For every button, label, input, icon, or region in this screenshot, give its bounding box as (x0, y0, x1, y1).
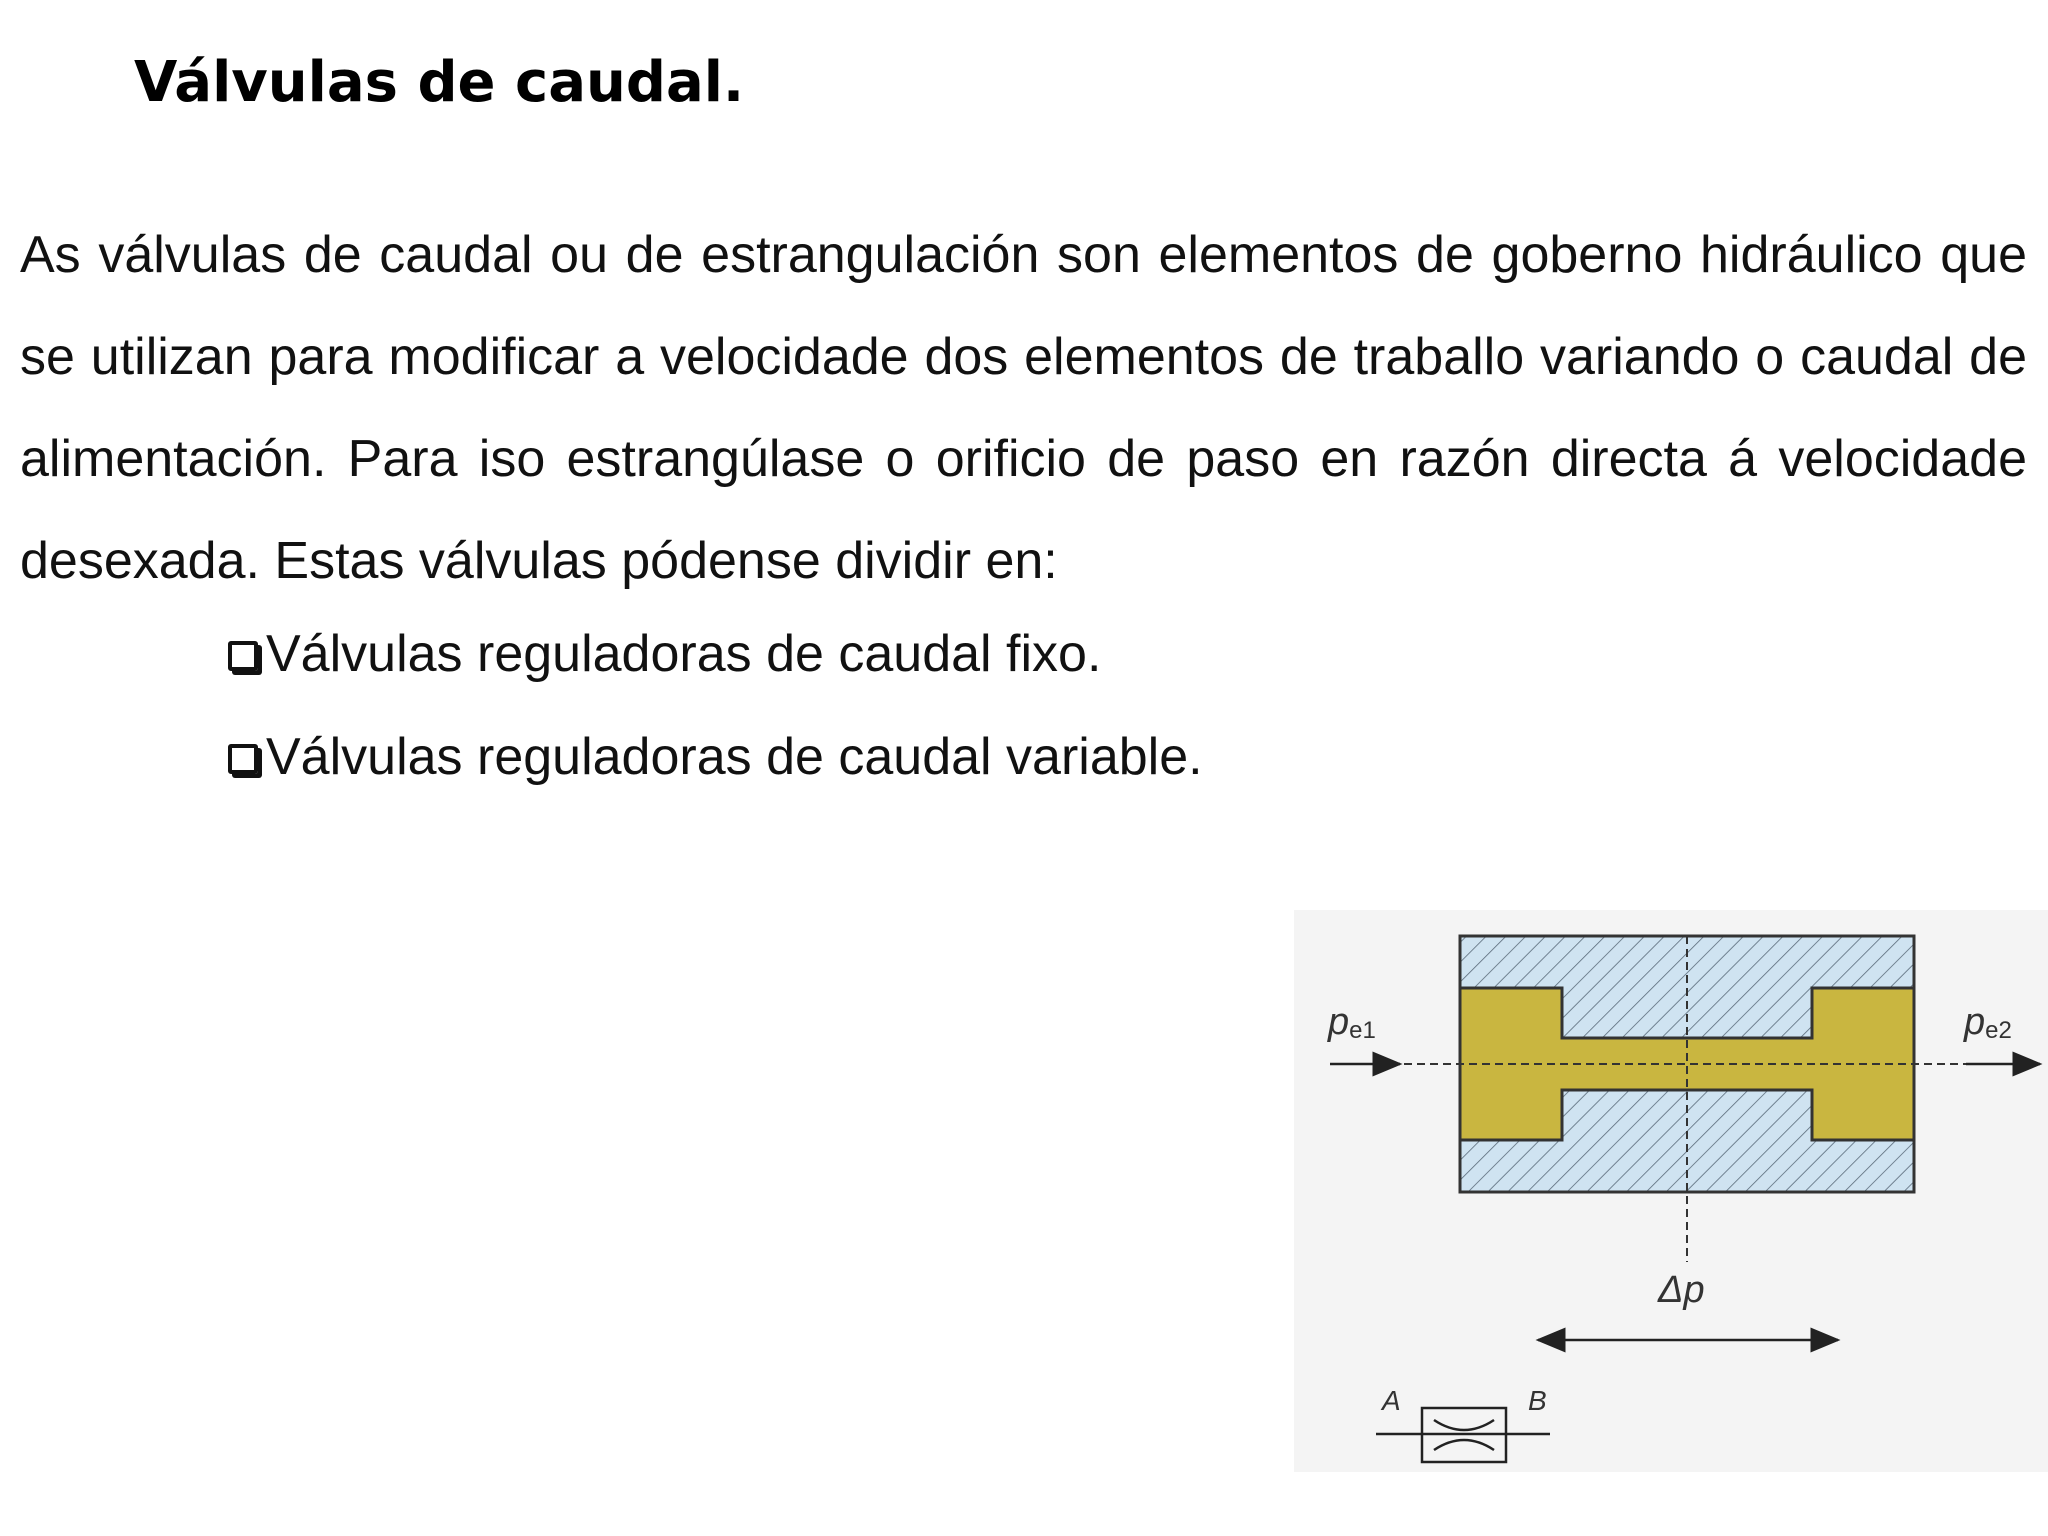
pe1-label: pe1 (1328, 1001, 1376, 1044)
valve-cross-section-svg (1294, 910, 2048, 1472)
checkbox-bullet-icon (228, 641, 258, 671)
intro-paragraph: As válvulas de caudal ou de estrangulación son elementos de goberno hidráulico que se utilizan para modificar a velocidade dos elementos de traballo variando o caudal de alimentación. Para iso estrangúlase o orificio de paso en razón directa á velocidade desexada. Estas válvulas pódense dividir en: (20, 226, 2027, 590)
throttle-symbol-icon (1376, 1408, 1550, 1462)
list-item-fixed-flow (228, 624, 1101, 684)
list-item-variable-flow (228, 727, 1203, 787)
list-item-label: Válvulas reguladoras de caudal variable. (266, 728, 1203, 786)
page-title: Válvulas de caudal. (134, 50, 745, 115)
checkbox-bullet-icon (228, 744, 258, 774)
throttle-valve-diagram (1294, 910, 2048, 1472)
pe2-label: pe2 (1964, 1001, 2012, 1044)
port-b-label: B (1528, 1385, 1547, 1416)
port-a-label: A (1382, 1385, 1401, 1416)
delta-p-label: Δp (1658, 1269, 1705, 1311)
list-item-label: Válvulas reguladoras de caudal fixo. (266, 625, 1102, 683)
